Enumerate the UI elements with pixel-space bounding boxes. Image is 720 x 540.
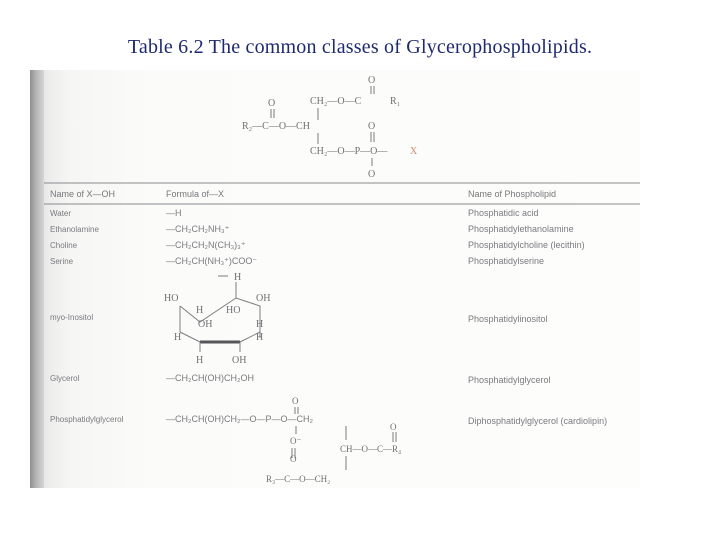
structure-o-p-top: O (368, 121, 376, 132)
row-phospholipid-cardiolipin: Diphosphatidylglycerol (cardiolipin) (468, 416, 608, 426)
row-name-phosphatidylglycerol: Phosphatidylglycerol (50, 415, 124, 424)
row-formula-glycerol: —CH₂CH(OH)CH₂OH (166, 373, 254, 383)
row-formula-phosphatidylglycerol: —CH₂CH(OH)CH₂—O—P—O—CH₂ (166, 414, 313, 424)
inositol-h-top: H (234, 272, 242, 283)
inositol-ring-top (180, 298, 260, 338)
inositol-ring-structure (164, 272, 270, 366)
inositol-h-bottom-right: H (256, 332, 264, 343)
cardiolipin-o-minus: O⁻ (290, 436, 302, 446)
inositol-h-right: H (256, 319, 264, 330)
table-row (50, 414, 607, 426)
row-name-glycerol: Glycerol (50, 374, 80, 383)
table-row (50, 224, 574, 234)
row-phospholipid-choline: Phosphatidylcholine (lecithin) (468, 240, 585, 250)
scanned-table-image (30, 70, 640, 488)
row-phospholipid-serine: Phosphatidylserine (468, 256, 545, 266)
table-row (50, 373, 551, 385)
structure-r1: R₁ (390, 96, 401, 107)
page-title: Table 6.2 The common classes of Glycerophospholipids. (127, 36, 593, 58)
cardiolipin-o-right: O (390, 422, 397, 432)
cardiolipin-o-low: O (290, 454, 297, 464)
table-row (50, 208, 539, 218)
row-formula-serine: —CH₂CH(NH₃⁺)COO⁻ (166, 256, 258, 266)
row-phospholipid-ethanolamine: Phosphatidylethanolamine (468, 224, 574, 234)
row-name-serine: Serine (50, 257, 74, 266)
row-phospholipid-glycerol: Phosphatidylglycerol (468, 375, 551, 385)
row-formula-ethanolamine: —CH₂CH₂NH₃⁺ (166, 224, 230, 234)
inositol-h-bottom-left: H (174, 332, 182, 343)
inositol-ring-left-lower (180, 332, 200, 342)
cardiolipin-o-top: O (292, 396, 299, 406)
inositol-oh-base: OH (232, 355, 247, 366)
row-name-ethanolamine: Ethanolamine (50, 225, 99, 234)
header-name-x-oh: Name of X—OH (50, 189, 116, 199)
inositol-oh-top-right: OH (256, 293, 271, 304)
row-name-choline: Choline (50, 241, 78, 250)
header-formula-x: Formula of—X (166, 189, 225, 199)
cardiolipin-structure (266, 396, 401, 484)
cardiolipin-r3: R₃—C—O—CH₂ (266, 474, 331, 484)
inositol-oh-center: OH (198, 319, 213, 330)
inositol-h-base: H (196, 355, 204, 366)
row-formula-water: —H (166, 208, 182, 218)
structure-ch2-bottom: CH₂—O—P—O— (310, 146, 388, 157)
glycerophospholipid-table (30, 70, 640, 488)
inositol-ho-left: HO (164, 293, 179, 304)
row-phospholipid-water: Phosphatidic acid (468, 208, 539, 218)
structure-x: X (410, 146, 418, 157)
structure-ch2-top: CH₂—O—C (310, 96, 362, 107)
general-structure (242, 75, 418, 180)
header-phospholipid: Name of Phospholipid (468, 189, 557, 199)
inositol-ho-center: HO (226, 305, 241, 316)
structure-r2: R₂—C—O—CH (242, 121, 310, 132)
table-row (50, 240, 585, 250)
table-row (50, 313, 548, 324)
table-row (50, 256, 544, 266)
structure-o-p-bottom: O (368, 169, 376, 180)
structure-o-top: O (368, 75, 376, 86)
structure-o-mid: O (268, 98, 276, 109)
row-formula-choline: —CH₂CH₂N(CH₃)₃⁺ (166, 240, 246, 250)
row-phospholipid-inositol: Phosphatidylinositol (468, 314, 548, 324)
row-name-water: Water (50, 209, 72, 218)
inositol-h-left: H (196, 305, 204, 316)
cardiolipin-ch-branch: CH—O—C—R₄ (340, 444, 402, 454)
row-name-inositol: myo-Inositol (50, 313, 94, 322)
